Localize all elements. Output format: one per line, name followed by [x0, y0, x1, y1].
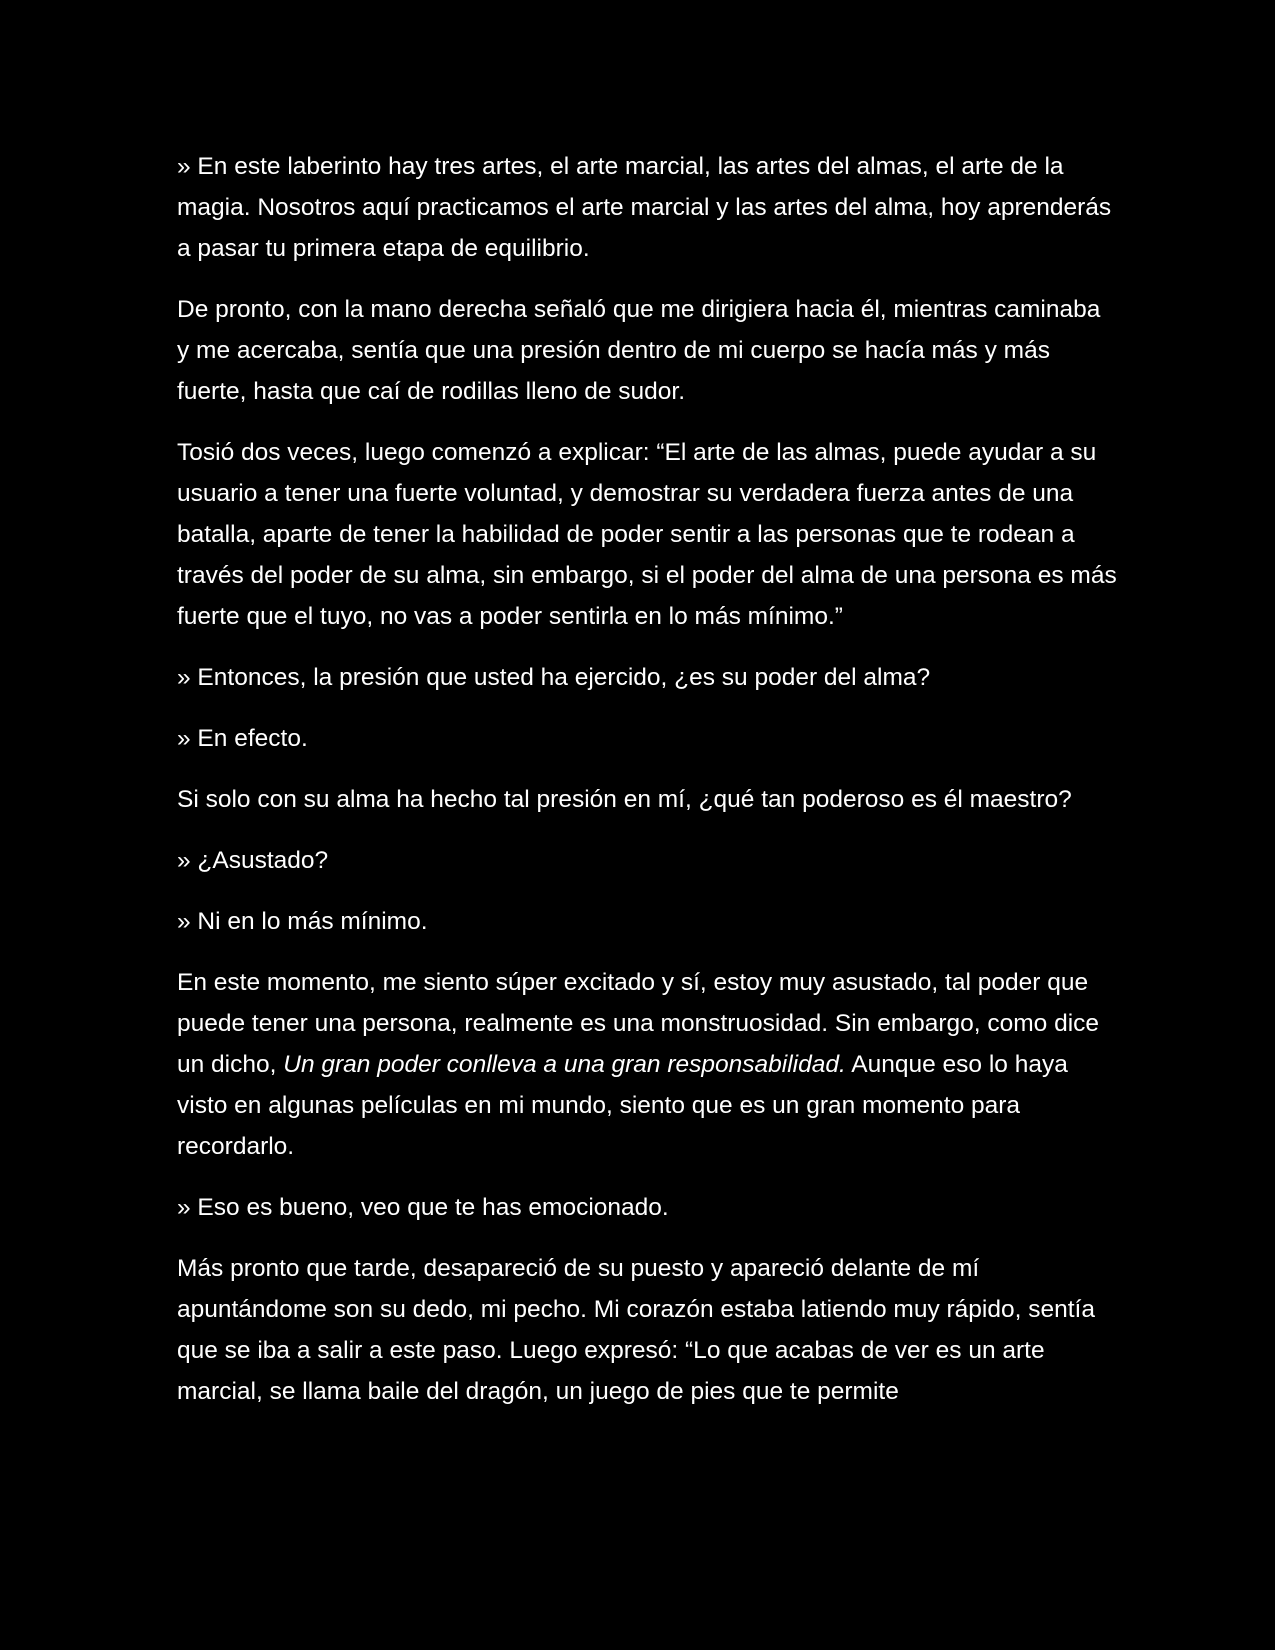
paragraph: » En este laberinto hay tres artes, el arte marcial, las artes del almas, el arte de la magia. Nosotros aquí practicamos el arte marcial y las artes del alma, hoy aprenderás a pasar tu primera etapa de equilibrio. [177, 153, 1112, 262]
paragraph: » Entonces, la presión que usted ha ejercido, ¿es su poder del alma? [177, 664, 931, 691]
paragraph: De pronto, con la mano derecha señaló que me dirigiera hacia él, mientras caminaba y me acercaba, sentía que una presión dentro de mi cuerpo se hacía más y más fuerte, hasta que caí de rodillas lleno de sudor. [177, 296, 1101, 405]
paragraph: » Ni en lo más mínimo. [177, 908, 428, 935]
paragraph: Tosió dos veces, luego comenzó a explicar: “El arte de las almas, puede ayudar a su usuario a tener una fuerte voluntad, y demostrar su verdadera fuerza antes de una batalla, aparte de tener la habilidad de poder sentir a las personas que te rodean a través del poder de su alma, sin embargo, si el poder del alma de una persona es más fuerte que el tuyo, no vas a poder sentirla en lo más mínimo.” [177, 439, 1117, 630]
paragraph-with-italic [177, 962, 1117, 1167]
paragraph-text: Aunque eso lo haya visto en algunas películas en mi mundo, siento que es un gran momento para recordarlo. [177, 1051, 1068, 1160]
italic-quote: Un gran poder conlleva a una gran responsabilidad. [283, 1051, 846, 1078]
paragraph: » Eso es bueno, veo que te has emocionado. [177, 1194, 669, 1221]
paragraph: Si solo con su alma ha hecho tal presión en mí, ¿qué tan poderoso es él maestro? [177, 786, 1072, 813]
paragraph: Más pronto que tarde, desapareció de su puesto y apareció delante de mí apuntándome son su dedo, mi pecho. Mi corazón estaba latiendo muy rápido, sentía que se iba a salir a este paso. Luego expresó: “Lo que acabas de ver es un arte marcial, se llama baile del dragón, un juego de pies que te permite [177, 1255, 1095, 1405]
paragraph: » En efecto. [177, 725, 308, 752]
paragraph: » ¿Asustado? [177, 847, 329, 874]
document-body [177, 146, 1117, 1412]
paragraph-text: En este momento, me siento súper excitado y sí, estoy muy asustado, tal poder que puede tener una persona, realmente es una monstruosidad. Sin embargo, como dice un dicho, [177, 969, 1100, 1078]
